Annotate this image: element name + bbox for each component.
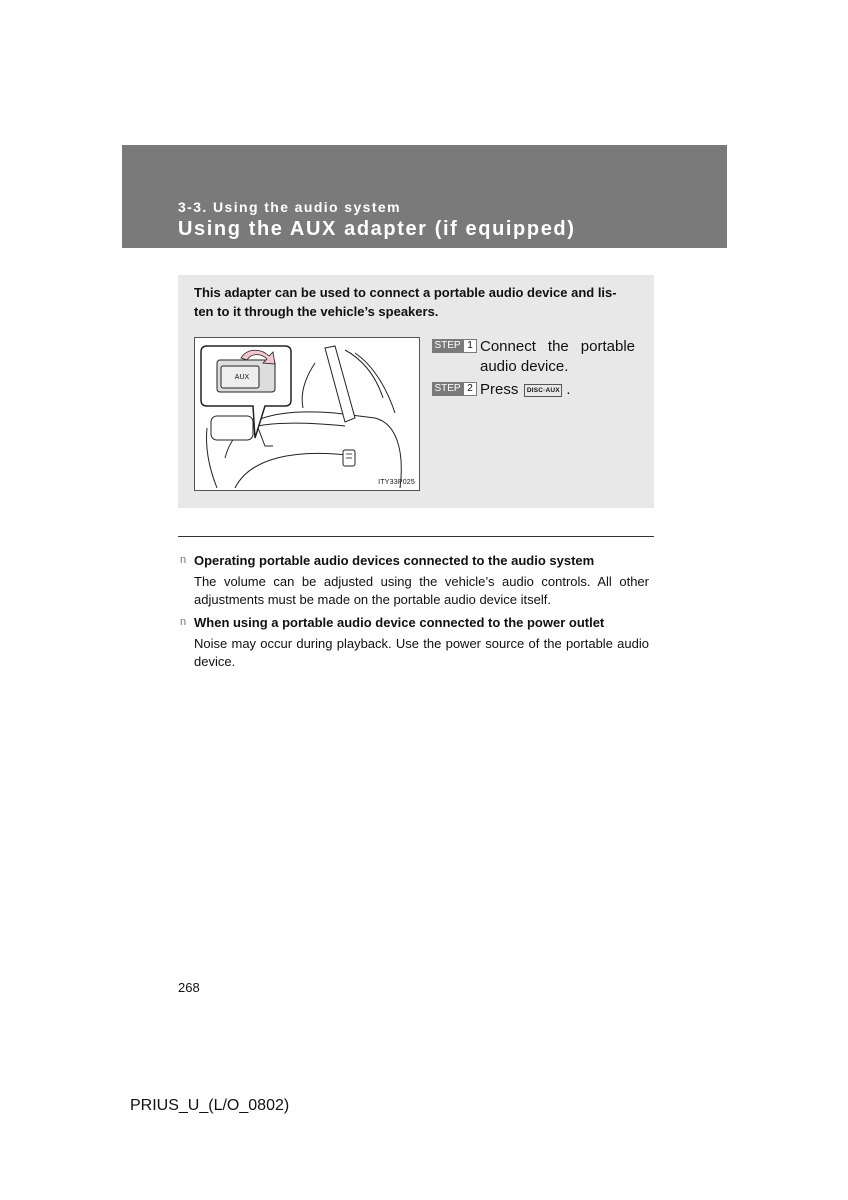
step-2-text — [480, 380, 571, 400]
step-1-badge — [432, 339, 477, 353]
step-number: 2 — [463, 382, 477, 396]
section-label: 3-3. Using the audio system — [178, 199, 401, 215]
section-header — [122, 145, 727, 248]
note-body: Noise may occur during playback. Use the power source of the portable audio device. — [194, 636, 649, 669]
note-body: The volume can be adjusted using the vehicle’s audio controls. All other adjustments must be made on the portable audio device itself. — [194, 574, 649, 607]
info-box — [178, 275, 654, 508]
figure-code: ITY33P025 — [378, 479, 415, 486]
divider — [178, 536, 654, 537]
bullet-marker: n — [180, 554, 187, 566]
disc-aux-key: DISC·AUX — [524, 384, 562, 397]
aux-jack-label: AUX — [234, 374, 250, 381]
footer-code: PRIUS_U_(L/O_0802) — [130, 1097, 290, 1114]
note-heading: When using a portable audio device connected to the power outlet — [194, 615, 605, 630]
step-2-instruction: Press — [480, 381, 519, 398]
note-heading: Operating portable audio devices connected to the audio system — [194, 553, 595, 568]
bullet-marker: n — [180, 616, 187, 628]
step-1-text: Connect the portable audio device. — [480, 338, 635, 375]
aux-illustration — [194, 337, 420, 491]
step-2-badge — [432, 382, 477, 396]
step-label: STEP — [432, 382, 463, 396]
intro-text: This adapter can be used to connect a portable audio device and lis-ten to it through the vehicle’s speakers. — [194, 285, 617, 319]
page-number: 268 — [178, 980, 200, 995]
step-label: STEP — [432, 339, 463, 353]
step-number: 1 — [463, 339, 477, 353]
console-drawing — [195, 338, 421, 492]
page-title: Using the AUX adapter (if equipped) — [178, 218, 576, 240]
step-2-suffix: . — [566, 381, 571, 398]
